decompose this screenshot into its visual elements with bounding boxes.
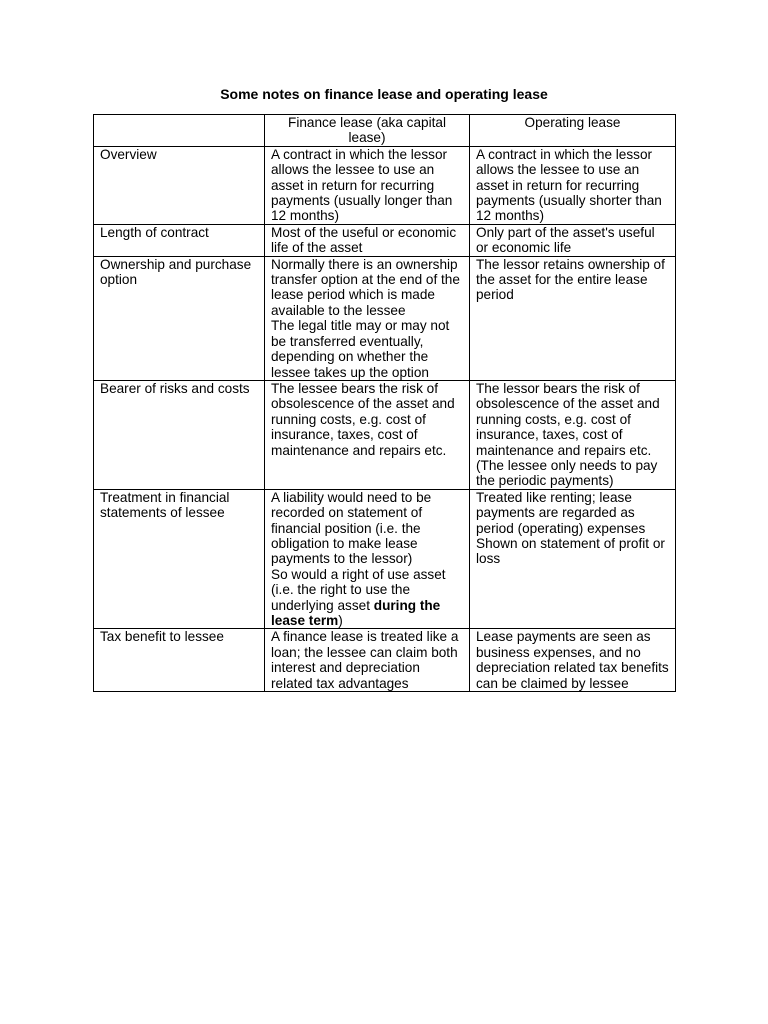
row-label: Length of contract	[94, 224, 265, 256]
operating-lease-cell: Only part of the asset's useful or economic life	[470, 224, 676, 256]
cell-paragraph	[271, 567, 464, 629]
table-header-row	[94, 115, 676, 147]
finance-lease-cell: Most of the useful or economic life of the asset	[265, 224, 470, 256]
finance-lease-cell: A contract in which the lessor allows the lessee to use an asset in return for recurring payments (usually longer than 12 months)	[265, 146, 470, 224]
row-label: Treatment in financial statements of lessee	[94, 489, 265, 629]
table-row-ownership	[94, 256, 676, 380]
operating-lease-cell: Lease payments are seen as business expenses, and no depreciation related tax benefits can be claimed by lessee	[470, 629, 676, 692]
cell-paragraph: Shown on statement of profit or loss	[476, 535, 665, 567]
row-label: Ownership and purchase option	[94, 256, 265, 380]
row-label: Bearer of risks and costs	[94, 380, 265, 489]
row-label: Tax benefit to lessee	[94, 629, 265, 692]
cell-paragraph: A liability would need to be recorded on statement of financial position (i.e. the obligation to make lease payments to the lessor)	[271, 489, 432, 567]
operating-lease-cell	[470, 380, 676, 489]
operating-lease-cell	[470, 489, 676, 629]
table-row-financial-statements	[94, 489, 676, 629]
cell-paragraph: The lessor bears the risk of obsolescence of the asset and running costs, e.g. cost of insurance, taxes, cost of maintenance and repairs etc.	[476, 380, 660, 458]
cell-paragraph: Normally there is an ownership transfer option at the end of the lease period which is made available to the lessee	[271, 256, 460, 318]
row-label: Overview	[94, 146, 265, 224]
finance-lease-cell	[265, 489, 470, 629]
table-row-length-of-contract	[94, 224, 676, 256]
table-row-tax-benefit	[94, 629, 676, 692]
table-row-risks-and-costs	[94, 380, 676, 489]
operating-lease-cell: The lessor retains ownership of the asset for the entire lease period	[470, 256, 676, 380]
cell-text: So would a right of use asset (i.e. the right to use the underlying asset	[271, 566, 446, 613]
bold-text: during the lease term	[271, 597, 441, 628]
table-row-overview	[94, 146, 676, 224]
header-cell-blank	[94, 115, 265, 147]
cell-paragraph: Treated like renting; lease payments are regarded as period (operating) expenses	[476, 489, 646, 536]
finance-lease-cell	[265, 256, 470, 380]
comparison-table	[93, 114, 676, 692]
header-cell-operating-lease: Operating lease	[470, 115, 676, 147]
cell-text: )	[338, 613, 343, 628]
header-cell-finance-lease: Finance lease (aka capital lease)	[265, 115, 470, 147]
operating-lease-cell: A contract in which the lessor allows the lessee to use an asset in return for recurring payments (usually shorter than 12 months)	[470, 146, 676, 224]
finance-lease-cell: A finance lease is treated like a loan; the lessee can claim both interest and depreciation related tax advantages	[265, 629, 470, 692]
document-title: Some notes on finance lease and operating lease	[220, 86, 548, 102]
finance-lease-cell: The lessee bears the risk of obsolescence of the asset and running costs, e.g. cost of insurance, taxes, cost of maintenance and repairs etc.	[265, 380, 470, 489]
cell-paragraph: (The lessee only needs to pay the periodic payments)	[476, 457, 658, 489]
cell-paragraph: The legal title may or may not be transferred eventually, depending on whether the lessee takes up the option	[271, 318, 450, 380]
